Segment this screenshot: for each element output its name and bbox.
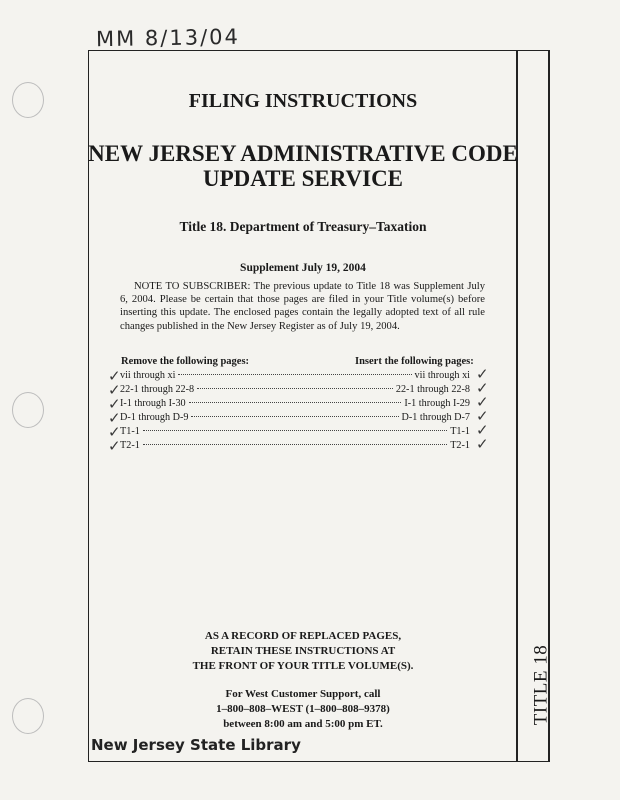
check-mark-icon: ✓ (476, 379, 489, 397)
binder-hole-top (12, 82, 44, 118)
dot-leader (197, 388, 393, 389)
support-line-2: 1–800–808–WEST (1–800–808–9378) (216, 703, 390, 715)
customer-support (88, 687, 518, 732)
binder-hole-middle (12, 392, 44, 428)
check-mark-icon: ✓ (476, 435, 489, 453)
code-title-line2: UPDATE SERVICE (202, 166, 404, 191)
dot-leader (178, 374, 411, 375)
page-row (120, 412, 470, 426)
dot-leader (191, 416, 398, 417)
record-line-1: AS A RECORD OF REPLACED PAGES, (204, 630, 402, 642)
check-mark-icon: ✓ (108, 409, 121, 427)
dot-leader (143, 444, 447, 445)
tab-label-text: TITLE 18 (530, 644, 552, 726)
code-title-line1: NEW JERSEY ADMINISTRATIVE CODE (88, 141, 518, 166)
insert-header: Insert the following pages: (355, 356, 474, 367)
dot-leader (143, 430, 447, 431)
page-row (120, 440, 470, 454)
subtitle: Title 18. Department of Treasury–Taxation (179, 219, 427, 234)
supplement-date: Supplement July 19, 2004 (240, 262, 366, 274)
page-row (120, 384, 470, 398)
support-line-1: For West Customer Support, call (225, 688, 381, 700)
insert-pages: D-1 through D-7 (401, 412, 470, 423)
insert-pages: I-1 through I-29 (404, 398, 470, 409)
check-mark-icon: ✓ (108, 367, 121, 385)
insert-pages: T2-1 (450, 440, 470, 451)
check-mark-icon: ✓ (108, 381, 121, 399)
library-stamp: New Jersey State Library (91, 736, 301, 754)
check-mark-icon: ✓ (108, 395, 121, 413)
dot-leader (189, 402, 402, 403)
page-row (120, 370, 470, 384)
record-line-2: RETAIN THESE INSTRUCTIONS AT (210, 645, 396, 657)
insert-pages: T1-1 (450, 426, 470, 437)
page-row (120, 398, 470, 412)
check-mark-icon: ✓ (476, 393, 489, 411)
binder-hole-bottom (12, 698, 44, 734)
check-mark-icon: ✓ (108, 437, 121, 455)
remove-header: Remove the following pages: (121, 356, 250, 367)
remove-pages: T1-1 (120, 426, 140, 437)
subscriber-note: NOTE TO SUBSCRIBER: The previous update to Title 18 was Supplement July 6, 2004. Please be certain that those pages are filed in your Title volume(s) before inserting this update. The enclosed pages contain the legally adopted text of all rule changes published in the New Jersey Register as of July 19, 2004. (120, 281, 485, 332)
page-title: FILING INSTRUCTIONS (188, 90, 418, 112)
record-instructions (88, 629, 518, 674)
check-mark-icon: ✓ (476, 407, 489, 425)
remove-pages: I-1 through I-30 (120, 398, 186, 409)
insert-pages: 22-1 through 22-8 (395, 384, 470, 395)
check-mark-icon: ✓ (476, 421, 489, 439)
tab-label (511, 640, 571, 730)
check-mark-icon: ✓ (108, 423, 121, 441)
check-mark-icon: ✓ (476, 365, 489, 383)
handwritten-note: MM 8/13/04 (95, 24, 241, 52)
insert-pages: vii through xi (414, 370, 470, 381)
remove-pages: D-1 through D-9 (120, 412, 189, 423)
support-line-3: between 8:00 am and 5:00 pm ET. (223, 718, 383, 730)
remove-pages: 22-1 through 22-8 (120, 384, 195, 395)
record-line-3: THE FRONT OF YOUR TITLE VOLUME(S). (192, 660, 414, 672)
remove-pages: vii through xi (120, 370, 176, 381)
page-row (120, 426, 470, 440)
remove-pages: T2-1 (120, 440, 140, 451)
